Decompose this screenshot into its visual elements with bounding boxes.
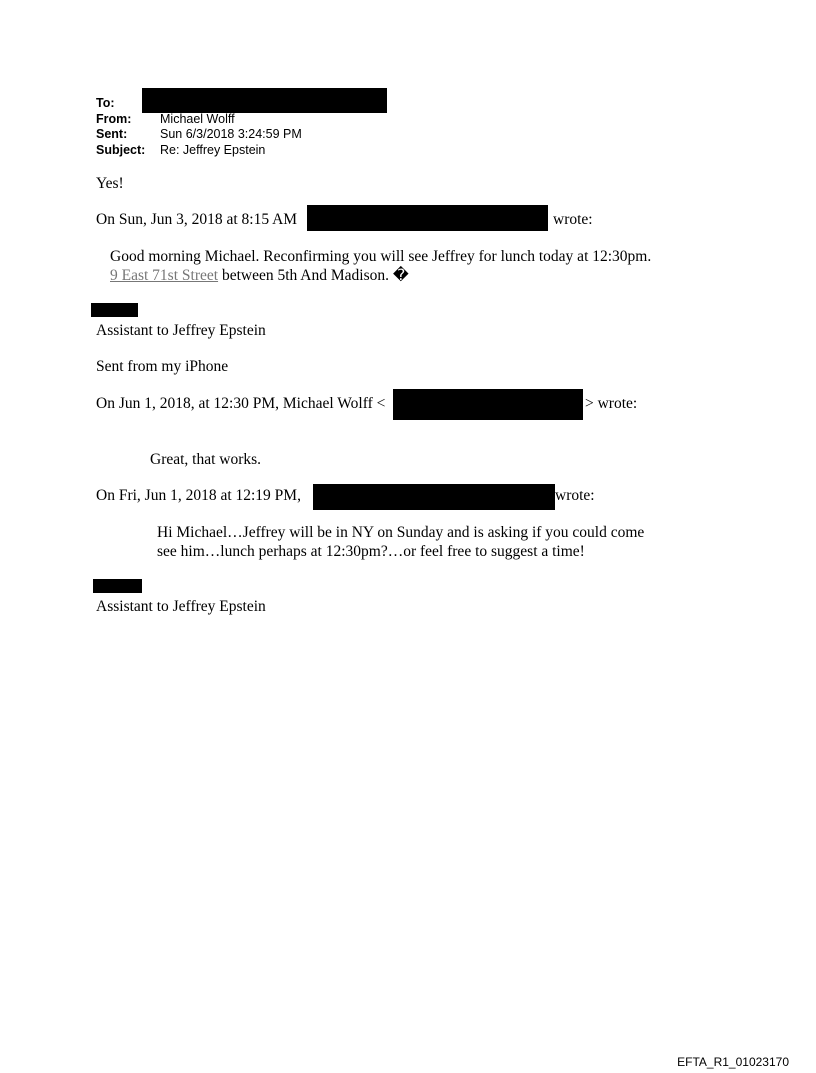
from-label: From: bbox=[96, 112, 132, 126]
signature1: Assistant to Jeffrey Epstein bbox=[96, 322, 266, 339]
quote2-intro: On Jun 1, 2018, at 12:30 PM, Michael Wolff < bbox=[96, 395, 386, 412]
address-link[interactable]: 9 East 71st Street bbox=[110, 267, 219, 284]
quote3-line2: see him…lunch perhaps at 12:30pm?…or feel free to suggest a time! bbox=[157, 543, 585, 560]
to-label: To: bbox=[96, 96, 115, 110]
quote3-intro: On Fri, Jun 1, 2018 at 12:19 PM, bbox=[96, 487, 301, 504]
quote1-line2 bbox=[110, 266, 409, 285]
quote2-body: Great, that works. bbox=[150, 451, 262, 468]
redaction-signature2-name bbox=[93, 579, 142, 593]
quote2-wrote: > wrote: bbox=[585, 395, 638, 412]
quote3-wrote: wrote: bbox=[555, 487, 595, 504]
subject-value: Re: Jeffrey Epstein bbox=[160, 143, 266, 157]
sent-from: Sent from my iPhone bbox=[96, 358, 229, 375]
redaction-signature1-name bbox=[91, 303, 138, 317]
sent-value: Sun 6/3/2018 3:24:59 PM bbox=[160, 127, 302, 141]
redaction-quote1-sender bbox=[307, 205, 548, 231]
from-value: Michael Wolff bbox=[160, 112, 235, 126]
signature2: Assistant to Jeffrey Epstein bbox=[96, 598, 266, 615]
quote1-line2-rest: between 5th And Madison. � bbox=[218, 267, 409, 284]
quote1-line1: Good morning Michael. Reconfirming you will see Jeffrey for lunch today at 12:30pm. bbox=[110, 248, 652, 265]
redaction-quote2-email bbox=[393, 389, 583, 420]
quote3-line1: Hi Michael…Jeffrey will be in NY on Sunday and is asking if you could come bbox=[157, 524, 645, 541]
from-row bbox=[96, 112, 235, 127]
reply-text: Yes! bbox=[96, 175, 124, 192]
redaction-quote3-sender bbox=[313, 484, 555, 510]
document-id: EFTA_R1_01023170 bbox=[677, 1055, 789, 1069]
quote1-intro: On Sun, Jun 3, 2018 at 8:15 AM bbox=[96, 211, 298, 228]
redaction-to bbox=[142, 88, 387, 113]
quote1-wrote: wrote: bbox=[553, 211, 593, 228]
sent-row bbox=[96, 127, 302, 142]
subject-label: Subject: bbox=[96, 143, 146, 157]
sent-label: Sent: bbox=[96, 127, 128, 141]
subject-row bbox=[96, 143, 265, 158]
